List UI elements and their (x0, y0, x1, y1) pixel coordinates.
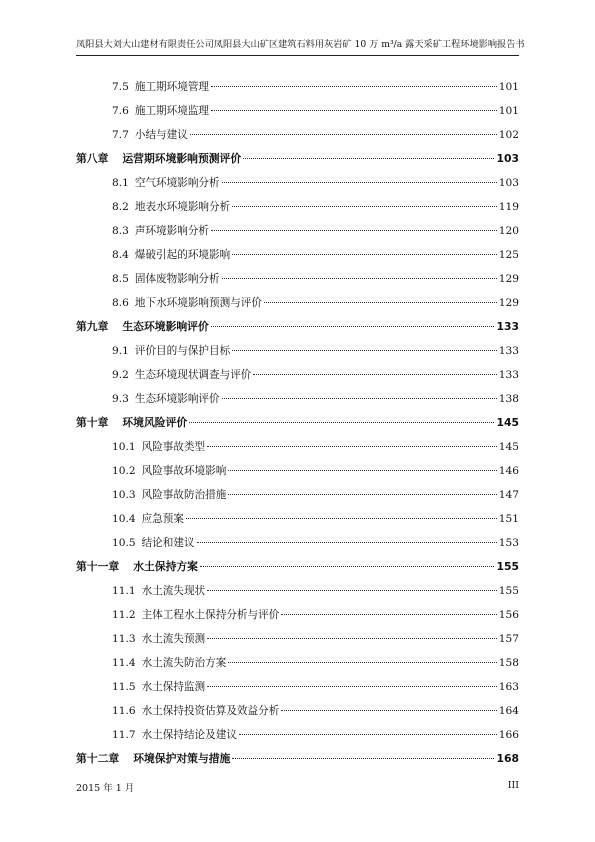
toc-entry-number: 8.4 (112, 249, 129, 261)
toc-section-entry[interactable] (76, 243, 519, 267)
toc-entry-title: 环境风险评价 (122, 416, 188, 429)
toc-section-entry[interactable] (76, 675, 519, 699)
toc-entry-page: 101 (498, 81, 519, 93)
toc-entry-title: 水土保持结论及建议 (141, 729, 237, 741)
page-footer (76, 780, 519, 794)
toc-entry-number: 11.6 (112, 705, 136, 717)
toc-entry-title: 评价目的与保护目标 (134, 345, 231, 357)
toc-entry-title: 声环境影响分析 (134, 225, 210, 237)
dot-leader (190, 134, 497, 135)
dot-leader (222, 278, 497, 279)
toc-section-entry[interactable] (76, 507, 519, 531)
toc-entry-title: 地下水环境影响预测与评价 (134, 297, 262, 309)
toc-entry-page: 129 (498, 297, 519, 309)
toc-entry-page: 102 (498, 129, 519, 141)
toc-entry-title: 施工期环境管理 (134, 81, 210, 93)
toc-entry-title: 生态环境影响评价 (134, 393, 220, 405)
toc-entry-page: 168 (496, 752, 519, 765)
dot-leader (239, 734, 497, 735)
toc-entry-title: 主体工程水土保持分析与评价 (141, 609, 280, 621)
toc-section-entry[interactable] (76, 603, 519, 627)
toc-entry-number: 7.7 (112, 129, 129, 141)
dot-leader (207, 590, 497, 591)
toc-entry-title: 水土保持方案 (133, 560, 198, 573)
dot-leader (228, 494, 496, 495)
toc-entry-page: 133 (496, 320, 519, 333)
toc-entry-number: 7.5 (112, 81, 129, 93)
dot-leader (211, 326, 495, 327)
toc-entry-number: 8.2 (112, 201, 129, 213)
toc-entry-page: 103 (496, 152, 519, 165)
dot-leader (281, 614, 496, 615)
toc-entry-number: 第十一章 (76, 560, 120, 573)
dot-leader (207, 638, 497, 639)
toc-entry-number: 11.2 (112, 609, 136, 621)
toc-entry-title: 小结与建议 (134, 129, 188, 141)
dot-leader (200, 566, 494, 567)
toc-entry-page: 166 (498, 729, 519, 741)
toc-section-entry[interactable] (76, 723, 519, 747)
dot-leader (228, 470, 496, 471)
toc-entry-title: 空气环境影响分析 (134, 177, 220, 189)
dot-leader (222, 182, 497, 183)
dot-leader (243, 158, 494, 159)
toc-entry-title: 水土保持监测 (141, 681, 206, 693)
toc-entry-title: 环境保护对策与措施 (133, 752, 231, 765)
toc-entry-page: 151 (498, 513, 519, 525)
toc-entry-title: 水土流失现状 (141, 585, 206, 597)
dot-leader (222, 398, 497, 399)
running-header: 凤阳县大刘大山建材有限责任公司凤阳县大山矿区建筑石料用灰岩矿 10 万 m³/a 露天采矿工程环境影响报告书 (76, 36, 519, 56)
toc-entry-page: 155 (496, 560, 519, 573)
toc-entry-number: 10.5 (112, 537, 136, 549)
toc-entry-page: 157 (498, 633, 519, 645)
toc-entry-number: 8.1 (112, 177, 129, 189)
toc-entry-title: 水土流失防治方案 (141, 657, 227, 669)
toc-entry-number: 9.3 (112, 393, 129, 405)
toc-chapter-entry[interactable] (76, 411, 519, 435)
toc-section-entry[interactable] (76, 579, 519, 603)
toc-section-entry[interactable] (76, 531, 519, 555)
footer-date: 2015 年 1 月 (76, 783, 135, 794)
toc-entry-number: 11.7 (112, 729, 136, 741)
toc-section-entry[interactable] (76, 123, 519, 147)
toc-entry-title: 生态环境现状调查与评价 (134, 369, 252, 381)
table-of-contents (76, 75, 519, 771)
toc-section-entry[interactable] (76, 219, 519, 243)
toc-chapter-entry[interactable] (76, 747, 519, 771)
toc-entry-number: 8.3 (112, 225, 129, 237)
toc-section-entry[interactable] (76, 363, 519, 387)
toc-entry-page: 164 (498, 705, 519, 717)
dot-leader (211, 86, 497, 87)
dot-leader (228, 662, 496, 663)
footer-page-number: III (507, 780, 519, 791)
toc-entry-page: 147 (498, 489, 519, 501)
dot-leader (211, 110, 497, 111)
toc-section-entry[interactable] (76, 195, 519, 219)
toc-entry-page: 119 (498, 201, 519, 213)
dot-leader (232, 254, 497, 255)
toc-section-entry[interactable] (76, 627, 519, 651)
toc-entry-number: 8.6 (112, 297, 129, 309)
toc-entry-number: 第九章 (76, 320, 109, 333)
dot-leader (207, 686, 497, 687)
toc-section-entry[interactable] (76, 171, 519, 195)
toc-entry-title: 生态环境影响评价 (122, 320, 209, 333)
toc-entry-page: 133 (498, 345, 519, 357)
toc-entry-number: 第八章 (76, 152, 109, 165)
toc-entry-title: 运营期环境影响预测评价 (122, 152, 242, 165)
toc-section-entry[interactable] (76, 699, 519, 723)
dot-leader (264, 302, 497, 303)
toc-entry-title: 固体废物影响分析 (134, 273, 220, 285)
dot-leader (189, 422, 494, 423)
toc-entry-page: 145 (496, 416, 519, 429)
toc-entry-page: 103 (498, 177, 519, 189)
toc-chapter-entry[interactable] (76, 315, 519, 339)
toc-entry-title: 爆破引起的环境影响 (134, 249, 231, 261)
toc-section-entry[interactable] (76, 267, 519, 291)
toc-entry-page: 129 (498, 273, 519, 285)
toc-entry-number: 7.6 (112, 105, 129, 117)
toc-entry-page: 153 (498, 537, 519, 549)
toc-entry-title: 水土流失预测 (141, 633, 206, 645)
dot-leader (211, 230, 497, 231)
toc-section-entry[interactable] (76, 651, 519, 675)
toc-section-entry[interactable] (76, 291, 519, 315)
toc-entry-title: 地表水环境影响分析 (134, 201, 231, 213)
toc-entry-number: 11.3 (112, 633, 136, 645)
toc-entry-title: 风险事故环境影响 (141, 465, 227, 477)
toc-entry-page: 155 (498, 585, 519, 597)
toc-entry-page: 158 (498, 657, 519, 669)
dot-leader (232, 350, 497, 351)
toc-entry-number: 10.1 (112, 441, 136, 453)
toc-section-entry[interactable] (76, 483, 519, 507)
toc-section-entry[interactable] (76, 387, 519, 411)
toc-entry-page: 163 (498, 681, 519, 693)
toc-entry-number: 9.1 (112, 345, 129, 357)
toc-section-entry[interactable] (76, 339, 519, 363)
toc-entry-number: 第十二章 (76, 752, 120, 765)
toc-entry-number: 9.2 (112, 369, 129, 381)
toc-entry-number: 10.2 (112, 465, 136, 477)
toc-entry-title: 结论和建议 (141, 537, 195, 549)
toc-section-entry[interactable] (76, 459, 519, 483)
toc-entry-number: 11.1 (112, 585, 136, 597)
toc-entry-page: 146 (498, 465, 519, 477)
toc-section-entry[interactable] (76, 435, 519, 459)
toc-entry-title: 水土保持投资估算及效益分析 (141, 705, 280, 717)
toc-entry-number: 10.3 (112, 489, 136, 501)
toc-entry-number: 第十章 (76, 416, 109, 429)
toc-entry-title: 风险事故类型 (141, 441, 206, 453)
toc-section-entry[interactable] (76, 75, 519, 99)
toc-chapter-entry[interactable] (76, 147, 519, 171)
toc-chapter-entry[interactable] (76, 555, 519, 579)
toc-entry-number: 8.5 (112, 273, 129, 285)
toc-entry-page: 101 (498, 105, 519, 117)
dot-leader (197, 542, 497, 543)
dot-leader (186, 518, 497, 519)
dot-leader (232, 758, 494, 759)
toc-entry-number: 11.5 (112, 681, 136, 693)
toc-entry-page: 125 (498, 249, 519, 261)
toc-entry-page: 138 (498, 393, 519, 405)
toc-section-entry[interactable] (76, 99, 519, 123)
toc-entry-number: 11.4 (112, 657, 136, 669)
toc-entry-page: 156 (498, 609, 519, 621)
dot-leader (253, 374, 496, 375)
toc-entry-title: 应急预案 (141, 513, 184, 525)
toc-entry-page: 145 (498, 441, 519, 453)
toc-entry-title: 施工期环境监理 (134, 105, 210, 117)
toc-entry-title: 风险事故防治措施 (141, 489, 227, 501)
toc-entry-page: 133 (498, 369, 519, 381)
toc-entry-page: 120 (498, 225, 519, 237)
dot-leader (232, 206, 497, 207)
dot-leader (281, 710, 496, 711)
dot-leader (207, 446, 497, 447)
toc-entry-number: 10.4 (112, 513, 136, 525)
